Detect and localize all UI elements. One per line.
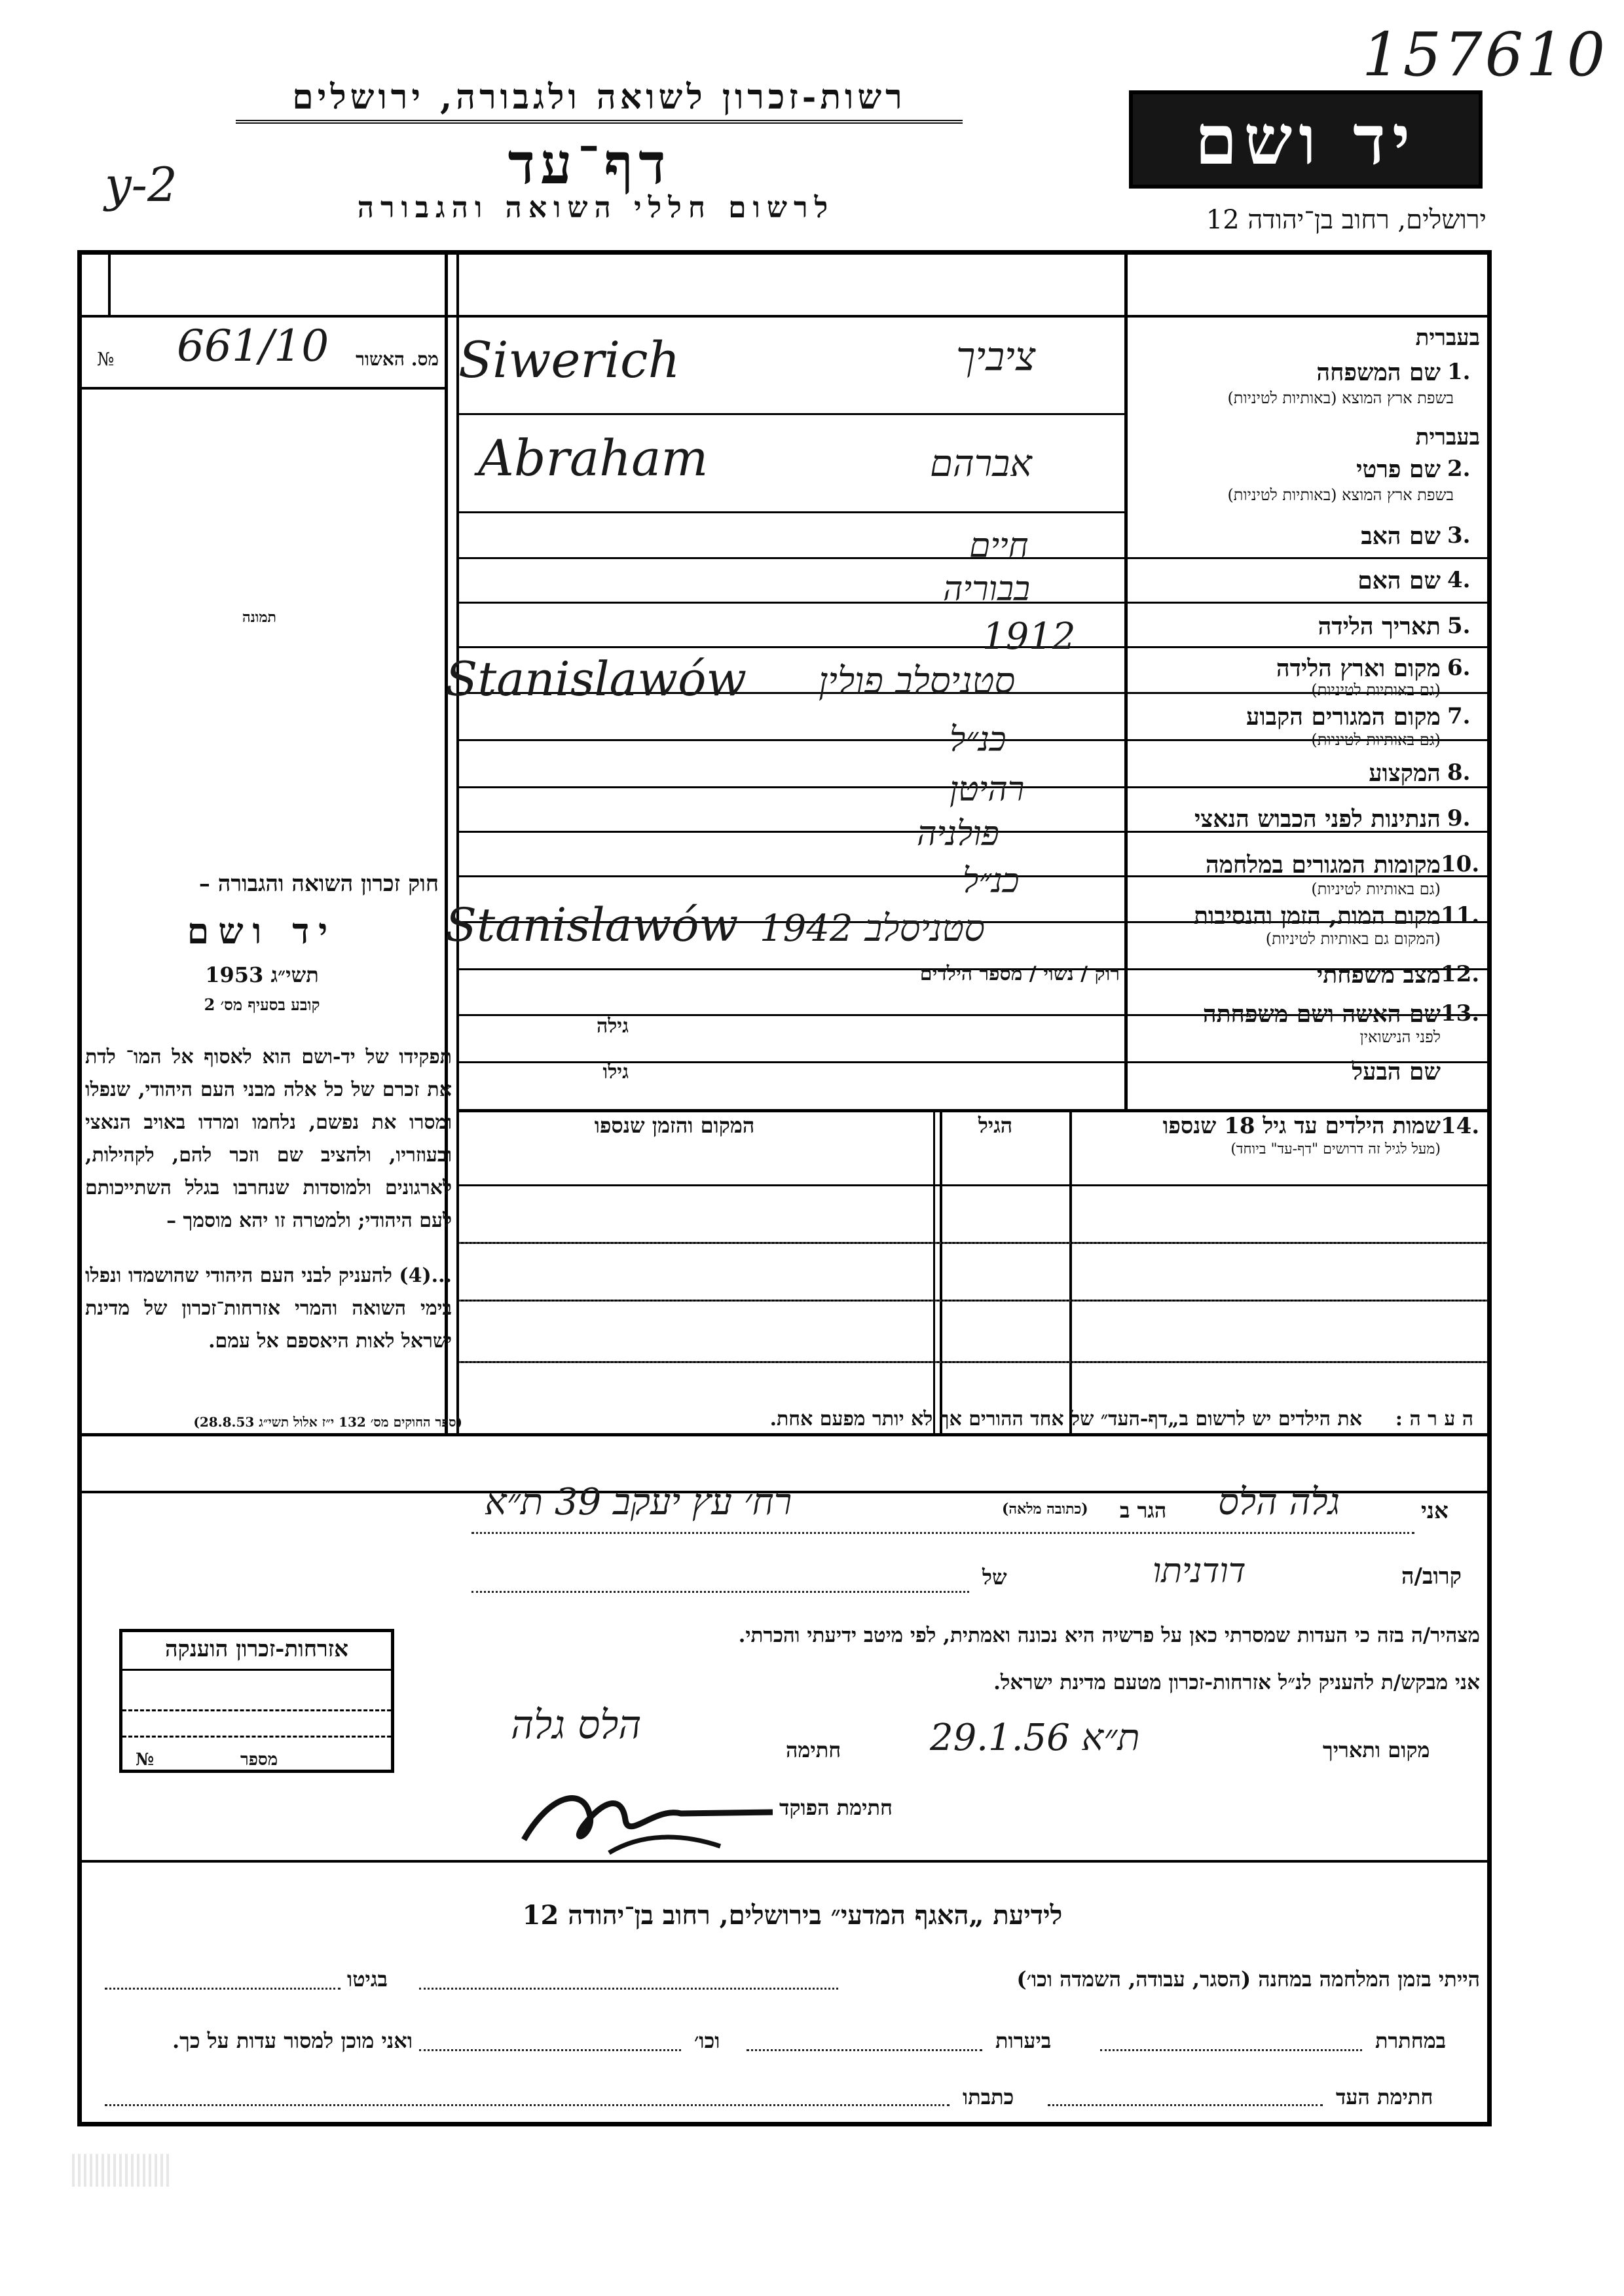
top-band-divider — [108, 255, 111, 315]
row-10-value: כנ״ל — [963, 862, 1020, 901]
children-row-line — [459, 1361, 1487, 1363]
row-8-label: המקצוע — [1369, 759, 1441, 787]
top-band-line — [82, 315, 1487, 318]
yad-vashem-logo — [1129, 90, 1483, 189]
bottom-line3-start: חתימת העד — [1336, 2085, 1433, 2109]
row-6-value-hebrew: סטניסלב פולין — [819, 660, 1016, 702]
row-line — [459, 413, 1124, 415]
law-clause: קובע בסעיף מס׳ 2 — [204, 995, 320, 1014]
row-1-sublabel: בשפת ארץ המוצא (באותיות לטיניות) — [1227, 389, 1454, 407]
bottom-line3-mid: כתבתו — [963, 2085, 1014, 2109]
signature-value: הלס גלה — [511, 1702, 642, 1748]
row-13-number: 13. — [1441, 1000, 1480, 1027]
law-year: תשי״ג 1953 — [205, 962, 319, 987]
certificate-box — [119, 1629, 394, 1773]
law-paragraph-2: ...(4) להעניק לבני העם היהודי שהושמדו ונפלו בימי השואה והמרי אזרחות־זכרון של מדינת ישראל לאות היאספם אל עמם. — [85, 1264, 452, 1353]
row-4-number: 4. — [1447, 567, 1471, 593]
row-2-hebrew-heading: בעברית — [1415, 424, 1480, 450]
row-9-value: פולניה — [917, 814, 999, 854]
bottom-line2-mid2: וכו׳ — [694, 2028, 720, 2053]
approval-symbol: № — [97, 348, 115, 370]
row-11-sublabel: (המקום גם באותיות לטיניות) — [1265, 930, 1441, 948]
declaration-relative-label: קרוב/ה — [1401, 1563, 1462, 1590]
bottom-line1-fill — [419, 1988, 838, 1990]
declaration-request: אני מבקש/ת להעניק לנ״ל אזרחות-זכרון מטעם מדינת ישראל. — [993, 1671, 1480, 1694]
row-12-label: מצב משפחתי — [1316, 961, 1441, 989]
declaration-ani: אני — [1421, 1498, 1449, 1524]
official-signature-label: חתימת הפוקד — [779, 1795, 893, 1820]
row-13-sublabel: לפני הנישואין — [1359, 1028, 1441, 1046]
official-signature-mark — [511, 1768, 786, 1859]
logo-address: ירושלים, רחוב בן־יהודה 12 — [1206, 205, 1486, 235]
certificate-number-label: מספר — [240, 1750, 278, 1770]
law-title: חוק זכרון השואה והגבורה – — [198, 871, 439, 897]
children-number: 14. — [1441, 1113, 1480, 1139]
row-12-number: 12. — [1441, 961, 1480, 987]
bottom-line1-tail — [105, 1988, 341, 1990]
bottom-heading: לידיעת „האגף המדעי״ בירושלים, רחוב בן־יהודה 12 — [522, 1900, 1063, 1931]
children-age-header: הגיל — [978, 1113, 1013, 1138]
declaration-of-line — [471, 1591, 969, 1593]
row-7-label: מקום המגורים הקבוע — [1246, 703, 1441, 731]
children-sublabel: (מעל לגיל זה דרושים "דף-עד" ביוחד) — [1230, 1141, 1441, 1157]
children-place-header: המקום והזמן שנספו — [594, 1113, 755, 1138]
note-text: את הילדים יש לרשום ב„דף-העד״ של אחד ההורים אך לא יותר מפעם אחת. — [769, 1408, 1362, 1430]
row-13-label: שם האשה ושם משפחתה — [1202, 1000, 1441, 1028]
scan-artifact — [72, 2154, 170, 2187]
bottom-line1-start: הייתי בזמן המלחמה במחנה (הסגר, עבודה, השמדה וכו׳) — [1016, 1967, 1480, 1992]
row-12-extra: רוק / נשוי / מספר הילדים — [919, 962, 1120, 985]
row-line — [459, 511, 1124, 513]
row-7-value: כנ״ל — [950, 720, 1006, 759]
bottom-line2-end: ואני מוכן למסור עדות על כך. — [172, 2028, 413, 2053]
row-1-number: 1. — [1447, 359, 1471, 385]
logo-text: יד ושם — [1194, 99, 1417, 180]
bottom-line2-fill1 — [1100, 2049, 1362, 2051]
row-3-number: 3. — [1447, 522, 1471, 549]
row-11-label: מקום המות, הזמן והנסיבות — [1194, 902, 1441, 930]
row-5-value: 1912 — [982, 615, 1076, 658]
row-6-value-latin: Stanislawów — [445, 651, 747, 706]
children-row-line — [459, 1184, 1487, 1186]
declaration-name: גלה הלס — [1218, 1481, 1340, 1523]
place-date-label: מקום ותאריך — [1323, 1738, 1430, 1762]
certificate-title-line — [122, 1669, 391, 1671]
row-2-sublabel: בשפת ארץ המוצא (באותיות לטיניות) — [1227, 486, 1454, 504]
row-2-number: 2. — [1447, 456, 1471, 482]
row-1-value-hebrew: ציביך — [956, 334, 1036, 380]
note-label: ה ע ר ה : — [1395, 1408, 1473, 1430]
bottom-line3-fill1 — [1048, 2104, 1323, 2106]
row-5-number: 5. — [1447, 613, 1471, 639]
row-2-value-hebrew: אברהם — [930, 443, 1032, 485]
row-10-sublabel: (גם באותיות לטיניות) — [1311, 880, 1441, 898]
children-col-divider — [933, 1109, 935, 1433]
row-8-number: 8. — [1447, 759, 1471, 786]
row-husband-label: שם הבעל — [1352, 1058, 1441, 1085]
bottom-line2-fill3 — [419, 2049, 681, 2051]
approval-label: מס. האשור — [356, 348, 439, 370]
declaration-of-label: של — [982, 1565, 1007, 1590]
row-line — [459, 646, 1487, 648]
row-1-hebrew-heading: בעברית — [1415, 325, 1480, 351]
row-line — [459, 1109, 1487, 1112]
row-1-label: שם המשפחה — [1316, 359, 1441, 386]
row-4-label: שם האם — [1357, 567, 1441, 594]
children-col-divider — [940, 1109, 942, 1433]
corner-handwritten-mark: y-2 — [105, 157, 177, 212]
organization-line: רשות-זכרון לשואה ולגבורה, ירושלים — [236, 77, 963, 124]
bottom-line1-end: בגיטו — [347, 1967, 388, 1992]
row-9-label: הנתינות לפני הכבוש הנאצי — [1194, 805, 1441, 833]
row-1-value-latin: Siwerich — [458, 331, 680, 389]
bottom-line2-fill2 — [747, 2049, 982, 2051]
declaration-address-line — [471, 1532, 1414, 1534]
bottom-line2-start: במחתרת — [1375, 2028, 1447, 2053]
row-6-sublabel: (גם באותיות לטיניות) — [1311, 681, 1441, 699]
row-3-value: חיים — [969, 526, 1029, 566]
bottom-section-line — [82, 1860, 1487, 1863]
row-11-number: 11. — [1441, 902, 1480, 928]
children-col-divider — [1069, 1109, 1072, 1433]
row-2-label: שם פרטי — [1356, 456, 1441, 483]
declaration-statement: מצהיר/ה בזה כי העדות שמסרתי כאן על פרשיה היא נכונה ואמתית, לפי מיטב ידיעתי והכרתי. — [738, 1624, 1480, 1647]
row-10-label: מקומות המגורים במלחמה — [1206, 851, 1441, 879]
row-8-value: רהיטן — [950, 770, 1025, 809]
signature-label: חתימה — [786, 1738, 841, 1762]
law-citation: (ספר החוקים מס׳ 132 י״ז אלול תשי״ג 28.8.53) — [193, 1414, 462, 1430]
bottom-line2-mid1: ביערות — [995, 2028, 1052, 2053]
children-row-line — [459, 1300, 1487, 1302]
children-label: שמות הילדים עד גיל 18 שנספו — [1162, 1113, 1441, 1139]
row-6-number: 6. — [1447, 655, 1471, 681]
row-husband-age-label: גילו — [602, 1061, 629, 1084]
row-9-number: 9. — [1447, 805, 1471, 831]
certificate-line — [122, 1736, 391, 1738]
row-5-label: תאריך הלידה — [1318, 613, 1441, 640]
declaration-address: רח׳ עץ יעקב 39 ת״א — [485, 1481, 792, 1523]
form-title: דף־עד — [507, 131, 671, 197]
form-subtitle: לרשום חללי השואה והגבורה — [357, 191, 835, 225]
section-line — [82, 1433, 1487, 1436]
row-13-age-label: גילה — [596, 1015, 629, 1038]
declaration-resident-sublabel: (כתובה מלאה) — [1002, 1501, 1088, 1518]
certificate-line — [122, 1709, 391, 1711]
row-3-label: שם האב — [1361, 522, 1441, 550]
row-11-value-latin: Stanislawów — [445, 898, 739, 952]
certificate-title: אזרחות-זכרון הוענקה — [165, 1636, 348, 1662]
declaration-resident-label: הגר ב — [1120, 1498, 1167, 1523]
bottom-line3-fill2 — [105, 2104, 950, 2106]
row-10-number: 10. — [1441, 851, 1480, 877]
left-column-divider-inner — [456, 255, 459, 1433]
children-row-line — [459, 1242, 1487, 1244]
declaration-relation: דודניתו — [1153, 1552, 1246, 1591]
row-2-value-latin: Abraham — [478, 429, 709, 487]
row-7-number: 7. — [1447, 703, 1471, 729]
row-4-value: בבוריה — [943, 570, 1031, 609]
row-6-label: מקום וארץ הלידה — [1276, 655, 1441, 682]
left-column-line — [82, 387, 446, 390]
approval-number: 661/10 — [177, 321, 329, 371]
law-name: יד ושם — [187, 910, 337, 952]
photo-label: תמונה — [242, 609, 276, 626]
law-paragraph-1: תפקידו של יד-ושם הוא לאסוף אל המו־ לדת את זכרם של כל אלה מבני העם היהודי, שנפלו ומסרו את נפשם, נלחמו ומרדו באויב הנאצי ובעוזריו, ולהציב שם וזכר להם, לקהילות, לארגונים ולמוסדות שנחרבו בגלל השתייכותם לעם היהודי; ולמטרה זו יהא מוסמך – — [85, 1046, 452, 1232]
place-date-value: ת״א 29.1.56 — [930, 1717, 1140, 1759]
row-7-sublabel: (גם באותיות לטיניות) — [1311, 731, 1441, 749]
left-column-divider — [445, 255, 448, 1433]
row-11-value-hebrew: סטניסלב 1942 — [760, 907, 985, 950]
reference-number: 157610 — [1362, 20, 1608, 90]
certificate-symbol: № — [136, 1750, 155, 1770]
